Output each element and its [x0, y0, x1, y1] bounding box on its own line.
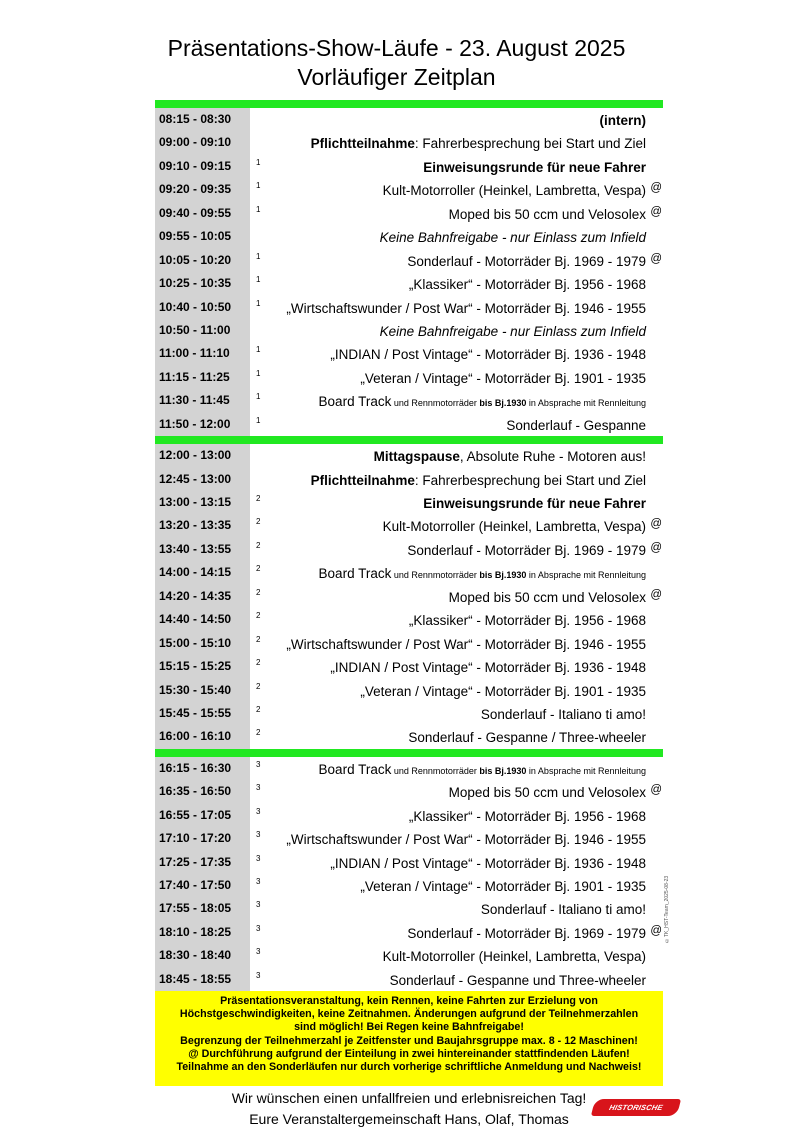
organizer-logo: HISTORISCHE RENNSPORT [591, 1099, 681, 1116]
notice-box [155, 991, 663, 1086]
run-number: 3 [256, 759, 261, 769]
event-description [267, 449, 646, 465]
time-slot: 12:00 - 13:00 [155, 444, 250, 467]
split-run-marker: @ [650, 182, 662, 195]
description-segment: Einweisungsrunde für neue Fahrer [423, 496, 646, 511]
run-number: 3 [256, 877, 261, 886]
separator-bar [155, 100, 663, 108]
description-segment: Kult-Motorroller (Heinkel, Lambretta, Vespa) [382, 949, 646, 965]
description-segment: Keine Bahnfreigabe - nur Einlass zum Infield [379, 323, 646, 339]
separator-bar [155, 749, 663, 757]
split-run-marker: @ [650, 518, 662, 531]
time-slot: 16:00 - 16:10 [155, 725, 250, 748]
time-slot: 10:50 - 11:00 [155, 319, 250, 342]
description-segment: Mittagspause [373, 449, 460, 465]
description-segment: Sonderlauf - Motorräder Bj. 1969 - 1979 [407, 253, 646, 269]
description-segment: Sonderlauf - Italiano ti amo! [480, 902, 646, 918]
schedule-block-2 [155, 444, 663, 749]
notice-line: sind möglich! Bei Regen keine Bahnfreigabe! [294, 1021, 524, 1034]
run-number: 3 [256, 853, 261, 863]
event-description [267, 637, 646, 653]
description-segment: und Rennmotorräder [391, 570, 480, 581]
time-slot: 18:45 - 18:55 [155, 968, 250, 991]
separator-bar [155, 436, 663, 444]
description-segment: bis Bj.1930 [479, 765, 527, 776]
time-slot: 08:15 - 08:30 [155, 108, 250, 131]
split-run-marker: @ [650, 541, 662, 554]
time-slot: 16:15 - 16:30 [155, 757, 250, 780]
description-segment: (intern) [599, 113, 646, 128]
run-number: 2 [256, 658, 261, 668]
schedule-row [155, 389, 663, 412]
time-slot: 17:10 - 17:20 [155, 827, 250, 850]
time-slot: 15:00 - 15:10 [155, 632, 250, 655]
event-description [267, 254, 646, 270]
time-slot: 14:20 - 14:35 [155, 585, 250, 608]
notice-line: Teilnahme an den Sonderläufen nur durch vorherige schriftliche Anmeldung und Nachweis! [176, 1061, 642, 1074]
event-description [267, 949, 646, 965]
run-number: 2 [256, 681, 261, 691]
run-number: 1 [256, 345, 261, 355]
description-segment: Kult-Motorroller (Heinkel, Lambretta, Vespa) [382, 183, 646, 199]
run-number: 2 [256, 540, 261, 550]
run-number: 1 [256, 275, 261, 285]
description-segment: : Fahrerbesprechung bei Start und Ziel [414, 136, 646, 152]
schedule-row [155, 757, 663, 780]
description-segment: und Rennmotorräder [391, 765, 480, 776]
run-number: 3 [256, 970, 261, 980]
run-number: 1 [256, 415, 261, 425]
description-segment: „Klassiker“ - Motorräder Bj. 1956 - 1968 [408, 277, 646, 293]
description-segment: Kult-Motorroller (Heinkel, Lambretta, Vespa) [382, 519, 646, 535]
schedule-row [155, 366, 663, 389]
description-segment: in Absprache mit Rennleitung [526, 398, 646, 409]
schedule-row [155, 444, 663, 467]
description-segment: „Wirtschaftswunder / Post War“ - Motorräder Bj. 1946 - 1955 [286, 300, 646, 316]
event-description [267, 879, 646, 895]
event-description [267, 684, 646, 700]
event-description [267, 809, 646, 825]
event-description [267, 207, 646, 223]
schedule-row [155, 851, 663, 874]
event-description [267, 347, 646, 363]
description-segment: in Absprache mit Rennleitung [526, 570, 646, 581]
split-run-marker: @ [650, 924, 662, 937]
run-number: 1 [256, 204, 261, 214]
event-description [267, 832, 646, 848]
description-segment: Sonderlauf - Gespanne [506, 417, 646, 433]
schedule-row [155, 296, 663, 319]
split-run-marker: @ [650, 784, 662, 797]
time-slot: 16:55 - 17:05 [155, 804, 250, 827]
description-segment: bis Bj.1930 [479, 570, 527, 581]
time-slot: 14:40 - 14:50 [155, 608, 250, 631]
time-slot: 10:40 - 10:50 [155, 296, 250, 319]
time-slot: 13:20 - 13:35 [155, 514, 250, 537]
schedule-row [155, 804, 663, 827]
run-number: 3 [256, 830, 261, 840]
run-number: 1 [256, 298, 261, 308]
run-number: 3 [256, 947, 261, 957]
event-description [267, 660, 646, 676]
schedule-row [155, 897, 663, 920]
event-description [267, 230, 646, 246]
run-number: 2 [256, 587, 261, 597]
time-slot: 09:55 - 10:05 [155, 225, 250, 248]
event-description [267, 136, 646, 152]
schedule-row [155, 679, 663, 702]
event-description [267, 371, 646, 387]
time-slot: 11:15 - 11:25 [155, 366, 250, 389]
schedule-row [155, 585, 663, 608]
description-segment: „Wirtschaftswunder / Post War“ - Motorräder Bj. 1946 - 1955 [286, 636, 646, 652]
run-number: 1 [256, 181, 261, 191]
run-number: 2 [256, 564, 261, 574]
schedule-row [155, 178, 663, 201]
schedule-row [155, 514, 663, 537]
event-description [267, 113, 646, 129]
description-segment: Board Track [318, 394, 392, 410]
schedule-row [155, 968, 663, 991]
description-segment: Sonderlauf - Gespanne / Three-wheeler [408, 730, 646, 746]
event-description [267, 183, 646, 199]
run-number: 3 [256, 900, 261, 910]
time-slot: 15:15 - 15:25 [155, 655, 250, 678]
event-description [267, 301, 646, 317]
schedule-row [155, 155, 663, 178]
schedule-row [155, 319, 663, 342]
description-segment: „Veteran / Vintage“ - Motorräder Bj. 1901 - 1935 [360, 683, 646, 699]
event-description [267, 324, 646, 340]
time-slot: 17:40 - 17:50 [155, 874, 250, 897]
event-description [267, 590, 646, 606]
run-number: 3 [256, 923, 261, 933]
event-description [267, 160, 646, 176]
time-slot: 14:00 - 14:15 [155, 561, 250, 584]
schedule-row [155, 342, 663, 365]
run-number: 3 [256, 783, 261, 793]
schedule-row [155, 225, 663, 248]
schedule-row [155, 702, 663, 725]
notice-line: Begrenzung der Teilnehmerzahl je Zeitfenster und Baujahrsgruppe max. 8 - 12 Maschinen! [180, 1034, 638, 1047]
schedule-row [155, 131, 663, 154]
event-description [267, 730, 646, 746]
description-segment: Einweisungsrunde für neue Fahrer [423, 159, 646, 175]
run-number: 1 [256, 251, 261, 261]
schedule-block-3 [155, 757, 663, 991]
description-segment: „INDIAN / Post Vintage“ - Motorräder Bj. 1936 - 1948 [330, 347, 646, 363]
schedule-row [155, 202, 663, 225]
description-segment: Sonderlauf - Motorräder Bj. 1969 - 1979 [407, 925, 646, 941]
closing-signature: Eure Veranstaltergemeinschaft Hans, Olaf, Thomas [249, 1111, 569, 1127]
time-slot: 11:50 - 12:00 [155, 413, 250, 436]
split-run-marker: @ [650, 205, 662, 218]
event-description [267, 277, 646, 293]
time-slot: 12:45 - 13:00 [155, 468, 250, 491]
run-number: 1 [256, 157, 261, 167]
notice-line: Höchstgeschwindigkeiten, keine Zeitnahmen. Änderungen aufgrund der Teilnehmerzahlen [179, 1008, 639, 1021]
time-slot: 11:30 - 11:45 [155, 389, 250, 412]
event-description [267, 473, 646, 489]
event-description [267, 856, 646, 872]
event-description [267, 418, 646, 434]
description-segment: „INDIAN / Post Vintage“ - Motorräder Bj. 1936 - 1948 [330, 855, 646, 871]
event-description [267, 973, 646, 989]
split-run-marker: @ [650, 252, 662, 265]
run-number: 2 [256, 728, 261, 738]
schedule-row [155, 632, 663, 655]
time-slot: 15:30 - 15:40 [155, 679, 250, 702]
event-description [267, 519, 646, 535]
schedule-row [155, 725, 663, 748]
event-description [267, 902, 646, 918]
schedule-row [155, 108, 663, 131]
description-segment: : Fahrerbesprechung bei Start und Ziel [414, 472, 646, 488]
description-segment: Sonderlauf - Italiano ti amo! [480, 706, 646, 722]
run-number: 3 [256, 806, 261, 816]
description-segment: „Klassiker“ - Motorräder Bj. 1956 - 1968 [408, 613, 646, 629]
schedule-row [155, 921, 663, 944]
time-slot: 13:00 - 13:15 [155, 491, 250, 514]
event-description [267, 926, 646, 942]
schedule-row [155, 538, 663, 561]
title-line-2: Vorläufiger Zeitplan [297, 64, 496, 90]
description-segment: „Wirtschaftswunder / Post War“ - Motorräder Bj. 1946 - 1955 [286, 832, 646, 848]
time-slot: 17:25 - 17:35 [155, 851, 250, 874]
run-number: 2 [256, 704, 261, 714]
description-segment: Moped bis 50 ccm und Velosolex [448, 785, 646, 801]
event-description [267, 394, 646, 411]
description-segment: Pflichtteilnahme [310, 136, 415, 152]
event-description [267, 613, 646, 629]
schedule-row [155, 491, 663, 514]
schedule-row [155, 272, 663, 295]
description-segment: Moped bis 50 ccm und Velosolex [448, 206, 646, 222]
description-segment: Board Track [318, 566, 392, 582]
description-segment: Moped bis 50 ccm und Velosolex [448, 589, 646, 605]
time-slot: 10:25 - 10:35 [155, 272, 250, 295]
description-segment: Sonderlauf - Motorräder Bj. 1969 - 1979 [407, 542, 646, 558]
event-description [267, 543, 646, 559]
schedule-row [155, 249, 663, 272]
description-segment: und Rennmotorräder [391, 398, 480, 409]
time-slot: 09:10 - 09:15 [155, 155, 250, 178]
time-slot: 15:45 - 15:55 [155, 702, 250, 725]
schedule-block-1 [155, 108, 663, 436]
description-segment: Pflichtteilnahme [310, 472, 415, 488]
run-number: 2 [256, 517, 261, 527]
schedule-row [155, 413, 663, 436]
time-slot: 16:35 - 16:50 [155, 780, 250, 803]
time-slot: 09:00 - 09:10 [155, 131, 250, 154]
title-line-1: Präsentations-Show-Läufe - 23. August 2025 [167, 35, 626, 61]
notice-line: Präsentationsveranstaltung, kein Rennen, keine Fahrten zur Erzielung von [220, 995, 598, 1007]
run-number: 1 [256, 368, 261, 378]
schedule-row [155, 780, 663, 803]
run-number: 1 [256, 392, 261, 402]
description-segment: , Absolute Ruhe - Motoren aus! [459, 449, 646, 465]
schedule-row [155, 468, 663, 491]
run-number: 2 [256, 611, 261, 621]
description-segment: „Veteran / Vintage“ - Motorräder Bj. 1901 - 1935 [360, 879, 646, 894]
description-segment: Sonderlauf - Gespanne und Three-wheeler [389, 972, 646, 988]
run-number: 2 [256, 494, 261, 503]
description-segment: Keine Bahnfreigabe - nur Einlass zum Infield [379, 230, 646, 246]
description-segment: bis Bj.1930 [479, 398, 527, 409]
description-segment: „Veteran / Vintage“ - Motorräder Bj. 1901 - 1935 [360, 370, 646, 386]
time-slot: 18:30 - 18:40 [155, 944, 250, 967]
notice-line: @ Durchführung aufgrund der Einteilung in zwei hintereinander stattfindenden Läufen! [188, 1047, 630, 1060]
event-description [267, 707, 646, 723]
time-slot: 09:20 - 09:35 [155, 178, 250, 201]
time-slot: 17:55 - 18:05 [155, 897, 250, 920]
time-slot: 11:00 - 11:10 [155, 342, 250, 365]
side-note: ©TK_HST-Team_2025-08-23 [664, 875, 670, 943]
closing-wish: Wir wünschen einen unfallfreien und erlebnisreichen Tag! [231, 1090, 587, 1106]
schedule-row [155, 827, 663, 850]
description-segment: „Klassiker“ - Motorräder Bj. 1956 - 1968 [408, 808, 646, 824]
time-slot: 13:40 - 13:55 [155, 538, 250, 561]
time-slot: 10:05 - 10:20 [155, 249, 250, 272]
schedule-row [155, 608, 663, 631]
time-slot: 18:10 - 18:25 [155, 921, 250, 944]
page-title [0, 34, 793, 92]
event-description [267, 762, 646, 779]
event-description [267, 566, 646, 583]
event-description [267, 785, 646, 801]
schedule-table [155, 100, 663, 991]
time-slot: 09:40 - 09:55 [155, 202, 250, 225]
description-segment: in Absprache mit Rennleitung [526, 765, 646, 776]
split-run-marker: @ [650, 588, 662, 601]
schedule-row [155, 561, 663, 584]
schedule-row [155, 944, 663, 967]
schedule-row [155, 874, 663, 897]
event-description [267, 496, 646, 512]
description-segment: „INDIAN / Post Vintage“ - Motorräder Bj. 1936 - 1948 [330, 660, 646, 676]
schedule-row [155, 655, 663, 678]
description-segment: Board Track [318, 761, 392, 777]
run-number: 2 [256, 634, 261, 644]
